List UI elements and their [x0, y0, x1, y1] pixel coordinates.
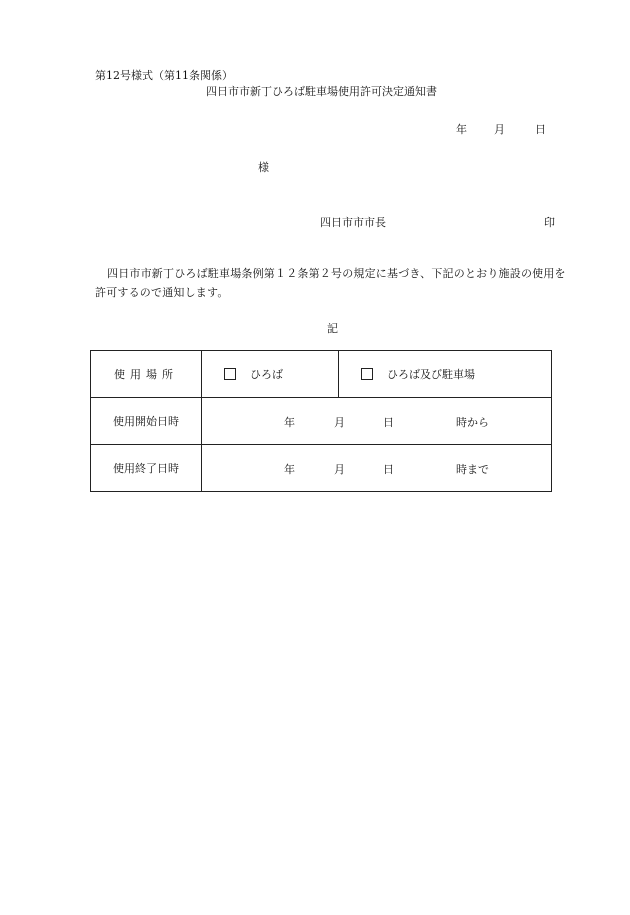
form-number: 第12号様式（第11条関係） — [95, 69, 233, 82]
option-hiroba-parking-cell — [339, 351, 552, 398]
start-time-label: 時から — [456, 416, 489, 429]
hiroba-parking-checkbox[interactable] — [361, 368, 373, 380]
end-time-label: 時まで — [456, 463, 489, 476]
table-row-end — [91, 445, 552, 492]
table-row-start — [91, 398, 552, 445]
start-month-label: 月 — [334, 416, 345, 429]
permit-table — [90, 350, 552, 492]
document-title: 四日市市新丁ひろば駐車場使用許可決定通知書 — [206, 85, 437, 98]
end-day-label: 日 — [383, 463, 394, 476]
addressee-suffix: 様 — [258, 161, 269, 174]
end-label-cell — [91, 445, 202, 492]
issuer-name: 四日市市市長 — [320, 216, 386, 229]
start-label: 使用開始日時 — [113, 415, 179, 428]
end-month-label: 月 — [334, 463, 345, 476]
hiroba-option-label: ひろば — [250, 367, 283, 381]
date-line — [456, 121, 546, 137]
seal-mark: 印 — [544, 216, 555, 229]
start-year-label: 年 — [284, 416, 295, 429]
date-year-label: 年 — [456, 123, 467, 136]
body-text: 四日市市新丁ひろば駐車場条例第１２条第２号の規定に基づき、下記のとおり施設の使用を許可するので通知します。 — [95, 267, 566, 299]
location-label: 使用場所 — [114, 368, 178, 381]
start-label-cell — [91, 398, 202, 445]
hiroba-parking-option-label: ひろば及び駐車場 — [387, 367, 475, 381]
end-label: 使用終了日時 — [113, 462, 179, 475]
start-day-label: 日 — [383, 416, 394, 429]
date-day-label: 日 — [535, 123, 546, 136]
date-month-label: 月 — [494, 123, 505, 136]
end-datetime-field[interactable] — [202, 445, 552, 492]
start-datetime-field[interactable] — [202, 398, 552, 445]
ki-heading: 記 — [327, 322, 338, 335]
location-label-cell — [91, 351, 202, 398]
option-hiroba-cell — [202, 351, 339, 398]
end-year-label: 年 — [284, 463, 295, 476]
hiroba-checkbox[interactable] — [224, 368, 236, 380]
table-row-location — [91, 351, 552, 398]
